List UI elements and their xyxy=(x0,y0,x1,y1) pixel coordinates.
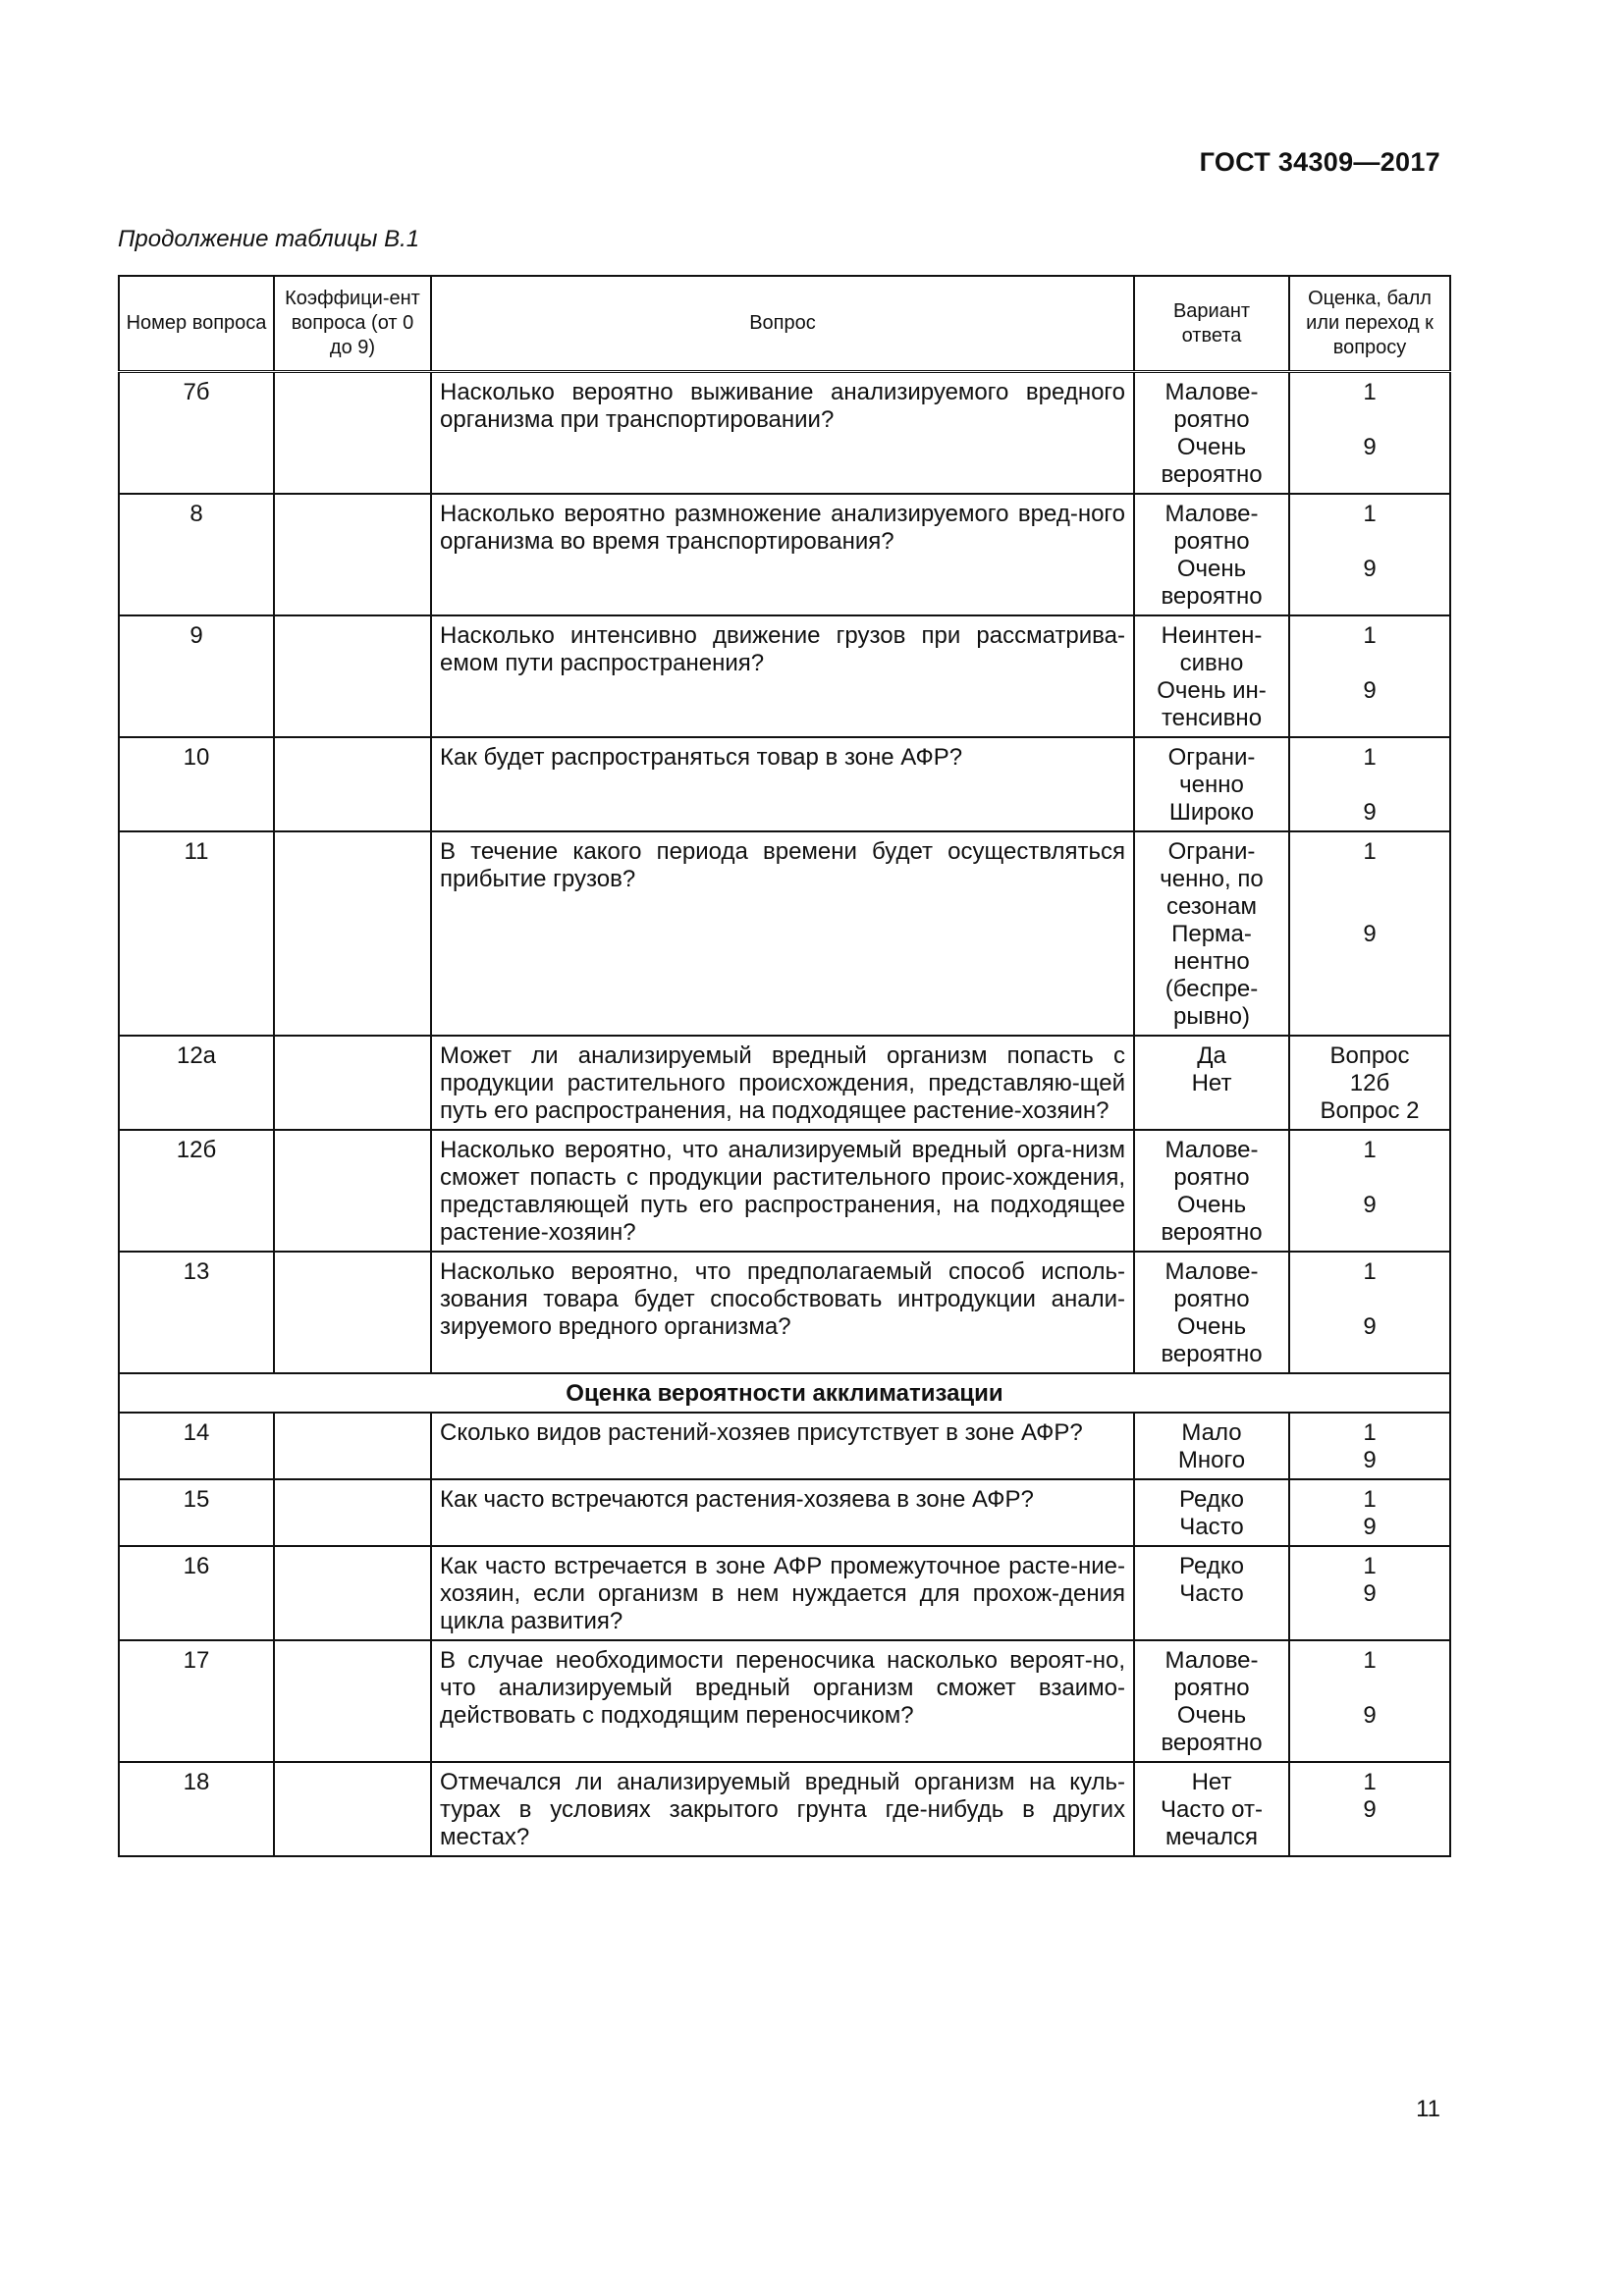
section-title: Оценка вероятности акклиматизации xyxy=(119,1373,1450,1413)
question-number: 13 xyxy=(119,1252,274,1373)
score-value: 9 xyxy=(1363,799,1377,826)
score-value: Вопрос 2 xyxy=(1320,1097,1420,1124)
score-value: 1 xyxy=(1363,1769,1377,1795)
question-coefficient xyxy=(274,372,431,495)
question-number: 12б xyxy=(119,1130,274,1252)
question-text: Как часто встречаются растения-хозяева в зоне АФР? xyxy=(431,1479,1134,1546)
question-number: 7б xyxy=(119,372,274,495)
score-value xyxy=(1298,1730,1441,1757)
question-coefficient xyxy=(274,1546,431,1640)
score-value xyxy=(1298,976,1441,1003)
answer-option: сивно xyxy=(1179,650,1244,676)
score-value xyxy=(1298,528,1441,556)
score-value xyxy=(1298,772,1441,799)
question-number: 12а xyxy=(119,1036,274,1130)
answer-option: Малове- xyxy=(1164,1258,1259,1285)
score-value: 1 xyxy=(1363,622,1377,649)
score-value: 1 xyxy=(1363,838,1377,865)
score-value xyxy=(1298,893,1441,921)
answer-option: вероятно xyxy=(1161,1341,1263,1367)
question-coefficient xyxy=(274,1762,431,1856)
table-body-transport xyxy=(119,372,1450,1374)
question-text: Сколько видов растений-хозяев присутствует в зоне АФР? xyxy=(431,1413,1134,1479)
table-row xyxy=(119,1413,1450,1479)
score-value: 9 xyxy=(1363,677,1377,704)
score-value: 1 xyxy=(1363,1553,1377,1579)
col-header-number: Номер вопроса xyxy=(119,276,274,372)
answer-option: Широко xyxy=(1168,799,1255,826)
answer-option: вероятно xyxy=(1161,461,1263,488)
question-number: 9 xyxy=(119,615,274,737)
answer-option: тенсивно xyxy=(1161,705,1263,731)
question-text: Может ли анализируемый вредный организм попасть с продукции растительного происхождения, представляю-щей путь его распространения, на подходящее растение-хозяин? xyxy=(431,1036,1134,1130)
score-value xyxy=(1298,1824,1441,1851)
questionnaire-table xyxy=(118,275,1451,1857)
answer-option: Мало xyxy=(1181,1419,1242,1446)
score-value xyxy=(1298,866,1441,893)
score-value: 1 xyxy=(1363,744,1377,771)
table-row xyxy=(119,1252,1450,1373)
question-text: Отмечался ли анализируемый вредный организм на куль-турах в условиях закрытого грунта где-нибудь в других местах? xyxy=(431,1762,1134,1856)
score-values xyxy=(1289,831,1450,1036)
table-row xyxy=(119,1546,1450,1640)
question-number: 10 xyxy=(119,737,274,831)
answer-options xyxy=(1134,1036,1289,1130)
answer-options xyxy=(1134,1479,1289,1546)
score-values xyxy=(1289,1130,1450,1252)
score-value: 9 xyxy=(1363,556,1377,582)
score-value: 1 xyxy=(1363,1258,1377,1285)
score-values xyxy=(1289,615,1450,737)
score-value xyxy=(1298,583,1441,611)
score-value xyxy=(1298,461,1441,489)
question-coefficient xyxy=(274,1413,431,1479)
score-value xyxy=(1298,406,1441,434)
answer-option: Да xyxy=(1197,1042,1226,1069)
score-value: 1 xyxy=(1363,1647,1377,1674)
question-number: 14 xyxy=(119,1413,274,1479)
score-values xyxy=(1289,372,1450,495)
score-value: 9 xyxy=(1363,1313,1377,1340)
question-text: Насколько интенсивно движение грузов при рассматрива-емом пути распространения? xyxy=(431,615,1134,737)
score-value: 1 xyxy=(1363,1419,1377,1446)
score-value xyxy=(1298,650,1441,677)
score-values xyxy=(1289,1546,1450,1640)
table-row xyxy=(119,494,1450,615)
score-value: 9 xyxy=(1363,1192,1377,1218)
score-values xyxy=(1289,494,1450,615)
answer-options xyxy=(1134,1413,1289,1479)
answer-option: ченно, по xyxy=(1160,866,1264,892)
score-value: 9 xyxy=(1363,921,1377,947)
answer-options xyxy=(1134,615,1289,737)
score-value xyxy=(1298,1341,1441,1368)
answer-option: Часто от- xyxy=(1161,1796,1263,1823)
question-text: Насколько вероятно выживание анализируемого вредного организма при транспортировании? xyxy=(431,372,1134,495)
answer-options xyxy=(1134,1640,1289,1762)
score-values xyxy=(1289,1479,1450,1546)
question-text: Насколько вероятно, что анализируемый вредный орга-низм сможет попасть с продукции растительного проис-хождения, представляющей путь его распространения, на подходящее растение-хозяин? xyxy=(431,1130,1134,1252)
question-text: Как часто встречается в зоне АФР промежуточное расте-ние-хозяин, если организм в нем нуждается для прохож-дения цикла развития? xyxy=(431,1546,1134,1640)
answer-option: Малове- xyxy=(1164,1137,1259,1163)
answer-option: вероятно xyxy=(1161,1219,1263,1246)
table-row xyxy=(119,737,1450,831)
answer-option: Очень xyxy=(1176,1192,1247,1218)
col-header-score: Оценка, балл или переход к вопросу xyxy=(1289,276,1450,372)
score-values xyxy=(1289,1036,1450,1130)
standard-code: ГОСТ 34309—2017 xyxy=(1199,147,1440,177)
question-number: 8 xyxy=(119,494,274,615)
question-text: Насколько вероятно размножение анализируемого вред-ного организма во время транспортирования? xyxy=(431,494,1134,615)
answer-option: сезонам xyxy=(1165,893,1257,920)
answer-options xyxy=(1134,1252,1289,1373)
score-value: 1 xyxy=(1363,1137,1377,1163)
answer-option: рывно) xyxy=(1173,1003,1250,1030)
question-coefficient xyxy=(274,615,431,737)
question-coefficient xyxy=(274,1479,431,1546)
score-value xyxy=(1298,705,1441,732)
question-coefficient xyxy=(274,831,431,1036)
answer-option: Редко xyxy=(1179,1486,1244,1513)
question-number: 11 xyxy=(119,831,274,1036)
score-value xyxy=(1298,1003,1441,1031)
table-row xyxy=(119,1036,1450,1130)
table-row xyxy=(119,372,1450,495)
table-row xyxy=(119,1640,1450,1762)
table-body-acclimatization xyxy=(119,1413,1450,1856)
answer-option: роятно xyxy=(1173,1675,1250,1701)
answer-option: Очень xyxy=(1176,434,1247,460)
score-value: 12б xyxy=(1349,1070,1390,1096)
question-number: 16 xyxy=(119,1546,274,1640)
question-text: Насколько вероятно, что предполагаемый способ исполь-зования товара будет способствовать интродукции анали-зируемого вредного организма? xyxy=(431,1252,1134,1373)
answer-option: Нет xyxy=(1191,1769,1232,1795)
answer-option: Много xyxy=(1177,1447,1246,1473)
section-row xyxy=(119,1373,1450,1413)
score-value: 1 xyxy=(1363,501,1377,527)
score-values xyxy=(1289,1413,1450,1479)
answer-options xyxy=(1134,494,1289,615)
answer-option: нентно xyxy=(1173,948,1250,975)
score-value xyxy=(1298,1286,1441,1313)
score-value: 9 xyxy=(1363,1580,1377,1607)
answer-option: Перма- xyxy=(1171,921,1252,947)
score-value: 1 xyxy=(1363,379,1377,405)
answer-option: роятно xyxy=(1173,528,1250,555)
question-number: 18 xyxy=(119,1762,274,1856)
page-number: 11 xyxy=(1416,2096,1440,2122)
question-number: 15 xyxy=(119,1479,274,1546)
score-value: 9 xyxy=(1363,1447,1377,1473)
score-values xyxy=(1289,1252,1450,1373)
score-value xyxy=(1298,1219,1441,1247)
table-row xyxy=(119,831,1450,1036)
score-value: 9 xyxy=(1363,1514,1377,1540)
answer-options xyxy=(1134,831,1289,1036)
answer-options xyxy=(1134,1762,1289,1856)
answer-option: Очень ин- xyxy=(1157,677,1267,704)
score-value: 1 xyxy=(1363,1486,1377,1513)
question-coefficient xyxy=(274,1252,431,1373)
score-value: 9 xyxy=(1363,1796,1377,1823)
answer-option: роятно xyxy=(1173,1164,1250,1191)
answer-option: (беспре- xyxy=(1164,976,1259,1002)
answer-option: Часто xyxy=(1179,1514,1244,1540)
question-coefficient xyxy=(274,1640,431,1762)
col-header-answer: Вариант ответа xyxy=(1134,276,1289,372)
answer-option: Нет xyxy=(1191,1070,1232,1096)
table-section xyxy=(119,1373,1450,1413)
table-header-row xyxy=(119,276,1450,372)
answer-options xyxy=(1134,1130,1289,1252)
answer-option: вероятно xyxy=(1161,583,1263,610)
score-values xyxy=(1289,1640,1450,1762)
question-text: В течение какого периода времени будет осуществляться прибытие грузов? xyxy=(431,831,1134,1036)
answer-option: Очень xyxy=(1176,556,1247,582)
question-coefficient xyxy=(274,494,431,615)
answer-option: Редко xyxy=(1179,1553,1244,1579)
score-values xyxy=(1289,737,1450,831)
question-text: В случае необходимости переносчика насколько вероят-но, что анализируемый вредный организм сможет взаимо-действовать с подходящим переносчиком? xyxy=(431,1640,1134,1762)
answer-option: Часто xyxy=(1179,1580,1244,1607)
answer-option: вероятно xyxy=(1161,1730,1263,1756)
table-row xyxy=(119,1479,1450,1546)
question-coefficient xyxy=(274,1130,431,1252)
table-row xyxy=(119,615,1450,737)
answer-option: Ограни- xyxy=(1167,838,1256,865)
score-values xyxy=(1289,1762,1450,1856)
answer-option: Ограни- xyxy=(1167,744,1256,771)
answer-option: Очень xyxy=(1176,1702,1247,1729)
score-value xyxy=(1298,948,1441,976)
question-coefficient xyxy=(274,737,431,831)
answer-option: Неинтен- xyxy=(1161,622,1263,649)
answer-options xyxy=(1134,1546,1289,1640)
score-value xyxy=(1298,1675,1441,1702)
answer-option: роятно xyxy=(1173,406,1250,433)
answer-option: Малове- xyxy=(1164,501,1259,527)
score-value xyxy=(1298,1164,1441,1192)
table-row xyxy=(119,1130,1450,1252)
answer-option: Малове- xyxy=(1164,379,1259,405)
table-caption: Продолжение таблицы В.1 xyxy=(118,226,420,252)
col-header-question: Вопрос xyxy=(431,276,1134,372)
answer-option: Малове- xyxy=(1164,1647,1259,1674)
score-value: 9 xyxy=(1363,1702,1377,1729)
question-text: Как будет распространяться товар в зоне АФР? xyxy=(431,737,1134,831)
table-row xyxy=(119,1762,1450,1856)
question-number: 17 xyxy=(119,1640,274,1762)
col-header-coef: Коэффици-ент вопроса (от 0 до 9) xyxy=(274,276,431,372)
answer-option: мечался xyxy=(1165,1824,1258,1850)
score-value: Вопрос xyxy=(1329,1042,1410,1069)
answer-options xyxy=(1134,372,1289,495)
answer-option: ченно xyxy=(1179,772,1244,798)
answer-option: роятно xyxy=(1173,1286,1250,1312)
answer-options xyxy=(1134,737,1289,831)
answer-option: Очень xyxy=(1176,1313,1247,1340)
score-value: 9 xyxy=(1363,434,1377,460)
question-coefficient xyxy=(274,1036,431,1130)
